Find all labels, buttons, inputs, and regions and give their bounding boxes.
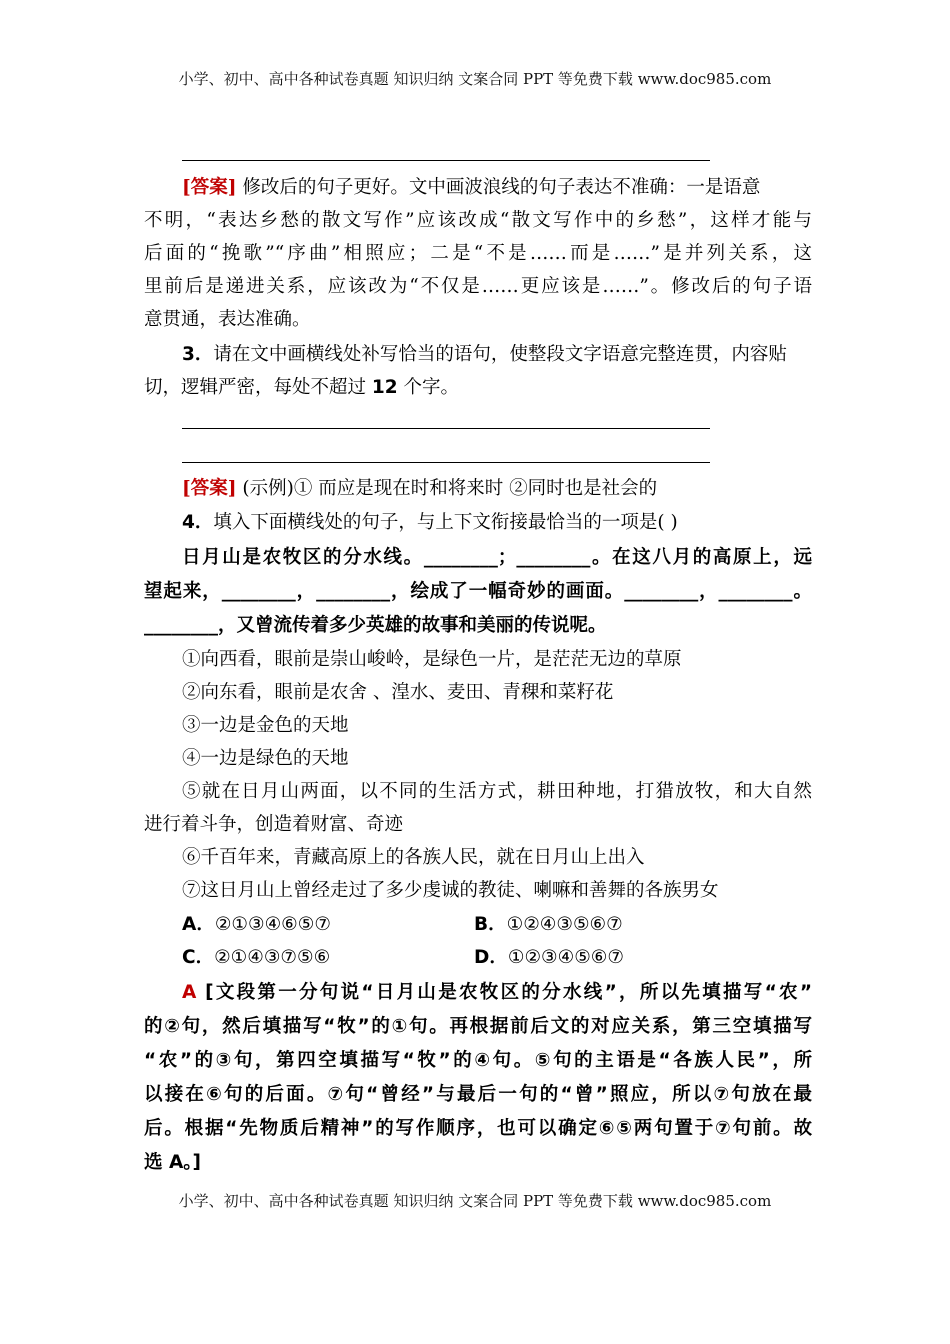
q4-option-c: C．②①④③⑦⑤⑥ (182, 947, 331, 968)
q4-option-a: A．②①③④⑥⑤⑦ (182, 914, 331, 935)
page-header: 小学、初中、高中各种试卷真题 知识归纳 文案合同 PPT 等免费下载 www.doc985.com (178, 70, 772, 88)
q4-item-2: ②向东看，眼前是农舍 、湟水、麦田、青稞和菜籽花 (182, 682, 614, 703)
answer-blank-line (182, 428, 710, 429)
page-footer: 小学、初中、高中各种试卷真题 知识归纳 文案合同 PPT 等免费下载 www.doc985.com (178, 1192, 772, 1210)
q4-item-5-line-2: 进行着斗争，创造着财富、奇迹 (144, 814, 404, 835)
answer-blank-line (182, 160, 710, 161)
q4-explain-line-6: 选 A。] (144, 1152, 201, 1173)
q3-stem-line-2: 切，逻辑严密，每处不超过 12 个字。 (144, 377, 460, 398)
q2-answer-line-5: 意贯通，表达准确。 (144, 309, 311, 330)
question-number: 3． (182, 344, 214, 365)
q4-item-7: ⑦这日月山上曾经走过了多少虔诚的教徒、喇嘛和善舞的各族男女 (182, 880, 719, 901)
q4-explain-line-4: 以接在⑥句的后面。⑦句“曾经”与最后一句的“曾”照应，所以⑦句放在最 (144, 1084, 812, 1105)
q4-stem: 4．填入下面横线处的句子，与上下文衔接最恰当的一项是( ) (182, 512, 678, 533)
answer-label: [答案] (182, 478, 237, 499)
q4-explain-line-3: “农”的③句，第四空填描写“牧”的④句。⑤句的主语是“各族人民”，所 (144, 1050, 812, 1071)
q2-answer-line-2: 不明，“表达乡愁的散文写作”应该改成“散文写作中的乡愁”，这样才能与 (144, 210, 812, 231)
q4-explain-line-5: 后。根据“先物质后精神”的写作顺序，也可以确定⑥⑤两句置于⑦句前。故 (144, 1118, 812, 1139)
q2-answer-line-1: [答案] 修改后的句子更好。文中画波浪线的句子表达不准确：一是语意 (182, 177, 761, 198)
q4-item-6: ⑥千百年来，青藏高原上的各族人民，就在日月山上出入 (182, 847, 645, 868)
q4-item-1: ①向西看，眼前是崇山峻岭，是绿色一片，是茫茫无边的草原 (182, 649, 682, 670)
q4-explain-line-2: 的②句，然后填描写“牧”的①句。再根据前后文的对应关系，第三空填描写 (144, 1016, 812, 1037)
q4-explain-line-1: A [文段第一分句说“日月山是农牧区的分水线”，所以先填描写“农” (182, 982, 812, 1003)
q4-passage-line-3: ________，又曾流传着多少英雄的故事和美丽的传说呢。 (144, 615, 607, 636)
q4-option-d: D．①②③④⑤⑥⑦ (474, 947, 624, 968)
q3-answer: [答案] (示例)① 而应是现在时和将来时 ②同时也是社会的 (182, 478, 658, 499)
q2-answer-line-4: 里前后是递进关系，应该改为“不仅是……更应该是……”。修改后的句子语 (144, 276, 812, 297)
answer-label: [答案] (182, 177, 237, 198)
q3-stem-line-1: 3．请在文中画横线处补写恰当的语句，使整段文字语意完整连贯，内容贴 (182, 344, 787, 365)
answer-blank-line (182, 462, 710, 463)
q4-item-3: ③一边是金色的天地 (182, 715, 349, 736)
q4-passage-line-1: 日月山是农牧区的分水线。________；________。在这八月的高原上，远 (182, 547, 812, 568)
answer-letter: A (182, 982, 197, 1003)
q4-item-4: ④一边是绿色的天地 (182, 748, 349, 769)
q4-passage-line-2: 望起来，________，________，绘成了一幅奇妙的画面。________，________。 (144, 581, 812, 602)
question-number: 4． (182, 512, 214, 533)
q4-option-b: B．①②④③⑤⑥⑦ (474, 914, 623, 935)
q2-answer-line-3: 后面的“挽歌”“序曲”相照应；二是“不是……而是……”是并列关系，这 (144, 243, 812, 264)
q4-item-5-line-1: ⑤就在日月山两面，以不同的生活方式，耕田种地，打猎放牧，和大自然 (182, 781, 812, 802)
